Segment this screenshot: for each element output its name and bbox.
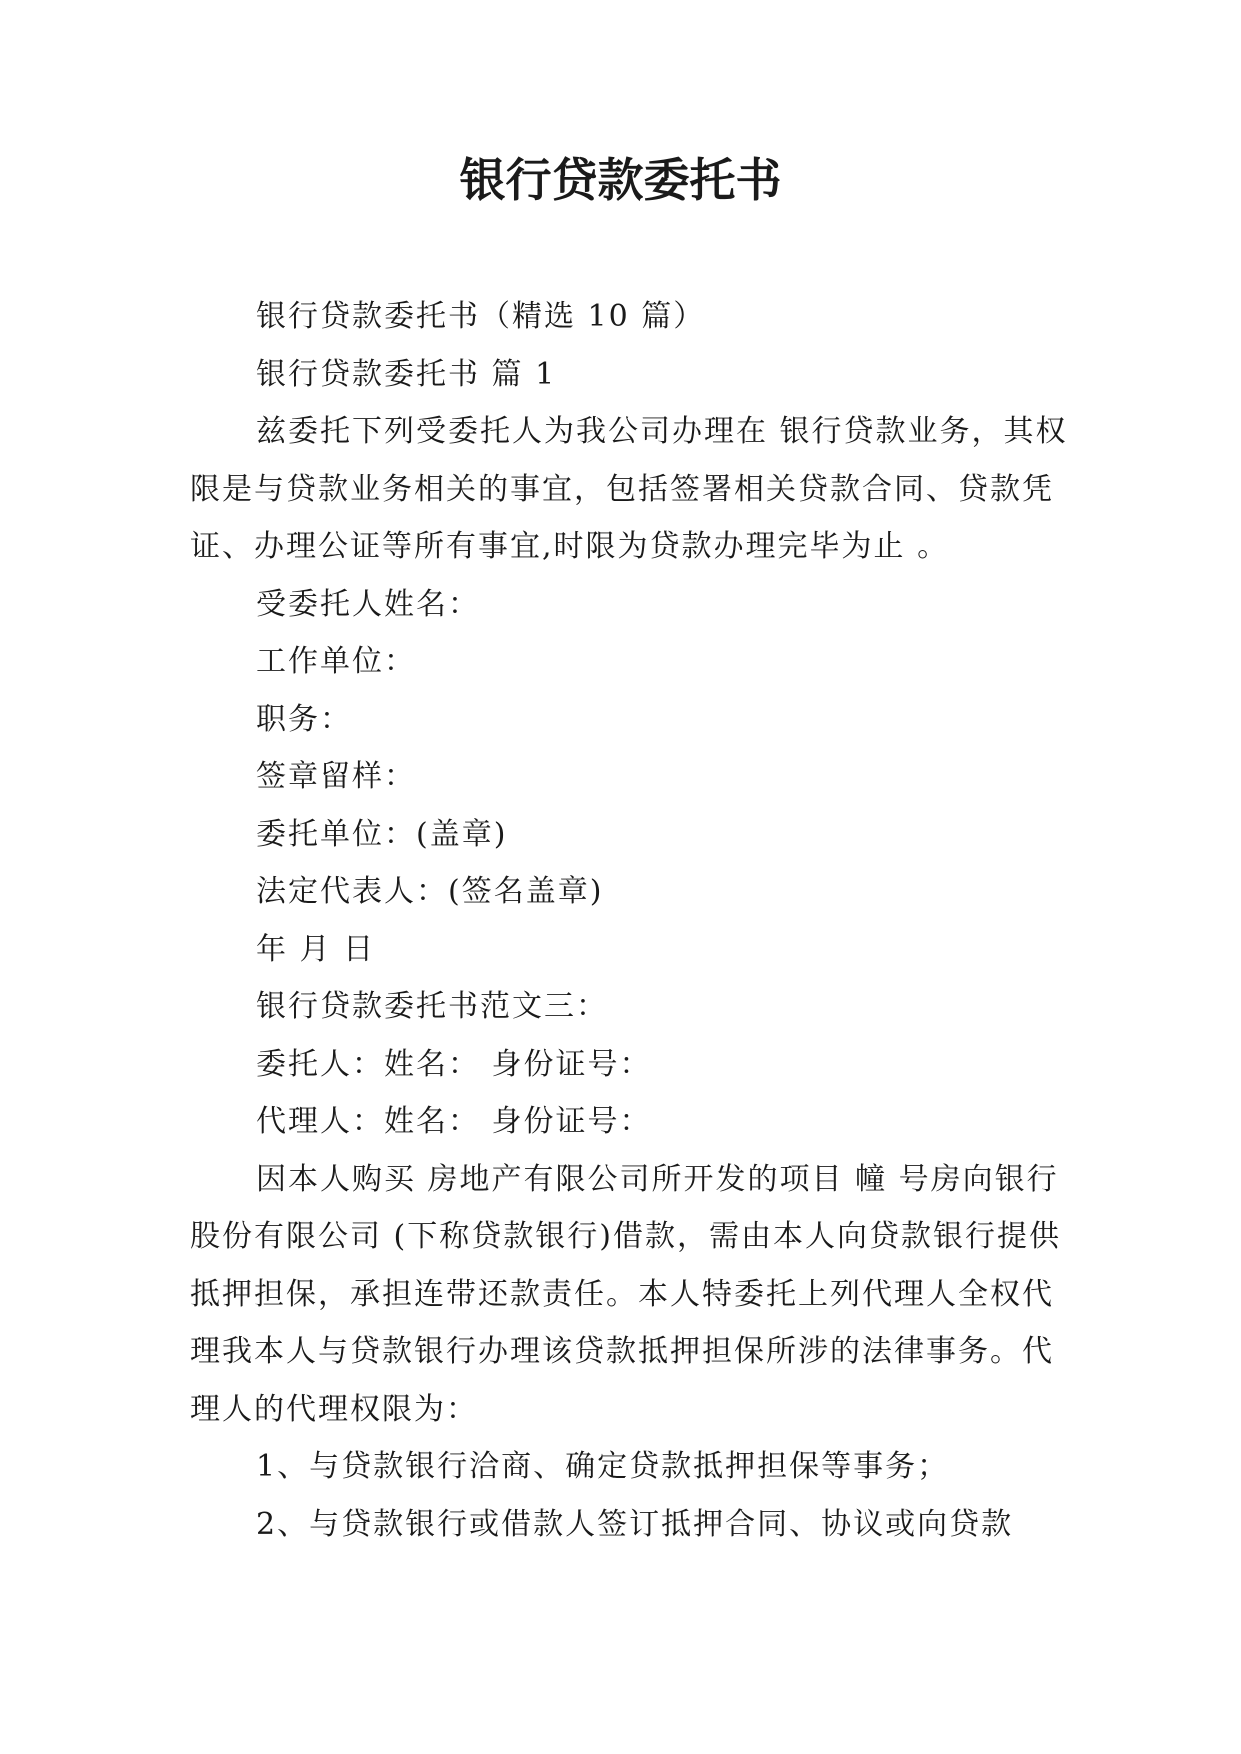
field-work-unit: 工作单位：	[256, 644, 416, 679]
document-body	[190, 288, 1070, 1553]
field-agent: 代理人：姓名： 身份证号：	[256, 1104, 652, 1139]
paragraph-subtitle: 银行贷款委托书（精选 10 篇）	[256, 299, 706, 334]
field-trustee-name: 受委托人姓名：	[256, 586, 480, 622]
field-principal: 委托人：姓名： 身份证号：	[256, 1046, 652, 1082]
list-item-2: 2、与贷款银行或借款人签订抵押合同、协议或向贷款	[256, 1506, 1014, 1542]
paragraph-authorization-scope: 兹委托下列受委托人为我公司办理在 银行贷款业务，其权限是与贷款业务相关的事宜，包括签署相关贷款合同、贷款凭证、办理公证等所有事宜,时限为贷款办理完毕为止 。	[190, 414, 1068, 564]
paragraph-sample-heading: 银行贷款委托书范文三：	[256, 989, 608, 1024]
field-position: 职务：	[256, 701, 352, 737]
field-signature-sample: 签章留样：	[256, 759, 416, 794]
paragraph-loan-purpose: 因本人购买 房地产有限公司所开发的项目 幢 号房向银行股份有限公司 (下称贷款银行)借款，需由本人向贷款银行提供抵押担保，承担连带还款责任。本人特委托上列代理人全权代理我本人与贷款银行办理该贷款抵押担保所涉的法律事务。代理人的代理权限为：	[190, 1161, 1061, 1427]
list-item-1: 1、与贷款银行洽商、确定贷款抵押担保等事务；	[256, 1449, 950, 1484]
field-legal-representative: 法定代表人：(签名盖章)	[256, 874, 604, 909]
field-entrusting-unit: 委托单位：(盖章)	[256, 816, 508, 852]
paragraph-section-heading: 银行贷款委托书 篇 1	[256, 356, 557, 392]
field-date: 年 月 日	[256, 931, 376, 967]
document-title: 银行贷款委托书	[459, 153, 782, 207]
